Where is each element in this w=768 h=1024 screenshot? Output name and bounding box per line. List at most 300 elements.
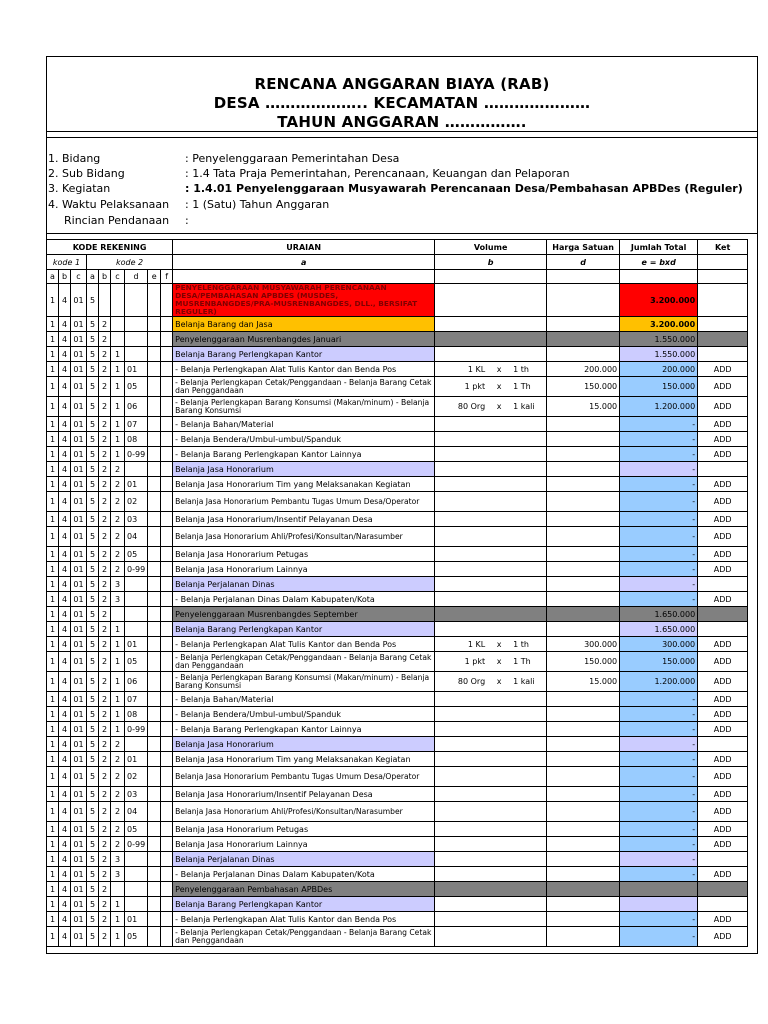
kode-cell (148, 432, 161, 447)
kode-cell (125, 882, 148, 897)
harga-cell (547, 347, 620, 362)
kode-cell: 5 (87, 547, 99, 562)
harga-cell (547, 622, 620, 637)
kode-cell: 5 (87, 822, 99, 837)
kode-cell (148, 512, 161, 527)
kode-cell: 2 (99, 462, 111, 477)
kode-cell: 4 (59, 802, 71, 822)
kode-cell: 4 (59, 607, 71, 622)
kode-cell: 1 (47, 432, 59, 447)
jumlah-cell: - (620, 462, 698, 477)
kode-cell (148, 927, 161, 947)
kode-cell (161, 637, 173, 652)
volume-cell (435, 462, 547, 477)
kode-cell: 2 (99, 547, 111, 562)
kode-cell (161, 737, 173, 752)
table-row (47, 462, 748, 477)
table-row (47, 852, 748, 867)
kode-cell: 05 (125, 377, 148, 397)
kode-cell: 2 (99, 577, 111, 592)
kode-cell: 5 (87, 737, 99, 752)
kode-cell: 1 (111, 722, 125, 737)
kode-cell (148, 462, 161, 477)
header-jumlah-total: Jumlah Total (620, 240, 698, 255)
ket-cell (698, 284, 748, 317)
volume-cell (435, 707, 547, 722)
kode-cell: 2 (99, 852, 111, 867)
jumlah-cell: 1.650.000 (620, 607, 698, 622)
ket-cell (698, 317, 748, 332)
uraian-cell: - Belanja Perlengkapan Cetak/Penggandaan - Belanja Barang Cetak dan Penggandaan (173, 652, 435, 672)
kode-cell: 2 (111, 767, 125, 787)
table-row (47, 867, 748, 882)
kode-cell: 01 (71, 592, 87, 607)
uraian-cell: - Belanja Perlengkapan Alat Tulis Kantor dan Benda Pos (173, 912, 435, 927)
kode-cell: 0-99 (125, 837, 148, 852)
ket-cell: ADD (698, 492, 748, 512)
kode-cell: 2 (99, 927, 111, 947)
kode-cell: 2 (111, 492, 125, 512)
jumlah-cell (620, 897, 698, 912)
kode-cell: 05 (125, 927, 148, 947)
kode-cell (161, 707, 173, 722)
kode-cell: 1 (47, 652, 59, 672)
kode-cell: 4 (59, 852, 71, 867)
table-row (47, 802, 748, 822)
ket-cell: ADD (698, 527, 748, 547)
jumlah-cell: - (620, 692, 698, 707)
uraian-cell: - Belanja Barang Perlengkapan Kantor Lainnya (173, 722, 435, 737)
jumlah-cell: 3.200.000 (620, 317, 698, 332)
jumlah-cell: - (620, 822, 698, 837)
kode-cell: 01 (71, 577, 87, 592)
kode-cell (148, 397, 161, 417)
kode-cell: 2 (111, 527, 125, 547)
volume-cell (435, 637, 547, 652)
kode-cell: 2 (99, 722, 111, 737)
table-row (47, 752, 748, 767)
kode-cell: 3 (111, 852, 125, 867)
uraian-cell: - Belanja Perlengkapan Barang Konsumsi (Makan/minum) - Belanja Barang Konsumsi (173, 397, 435, 417)
volume-unit: 1 th (513, 639, 529, 649)
volume-cell (435, 362, 547, 377)
kode-cell (161, 837, 173, 852)
ket-cell (698, 737, 748, 752)
kode-cell: 5 (87, 852, 99, 867)
kode-cell: 4 (59, 897, 71, 912)
kode-cell: 01 (71, 867, 87, 882)
table-row (47, 562, 748, 577)
kode-cell: 1 (111, 447, 125, 462)
ket-cell: ADD (698, 707, 748, 722)
jumlah-cell: 3.200.000 (620, 284, 698, 317)
kode-cell (148, 547, 161, 562)
volume-cell (435, 592, 547, 607)
ket-cell: ADD (698, 592, 748, 607)
ket-cell: ADD (698, 652, 748, 672)
kode-cell: 5 (87, 562, 99, 577)
kode-cell (125, 897, 148, 912)
kode-cell: 01 (71, 927, 87, 947)
kode-cell: 4 (59, 882, 71, 897)
kode-cell: 4 (59, 447, 71, 462)
kode-cell: 2 (99, 802, 111, 822)
kode-cell: 1 (111, 347, 125, 362)
ket-cell: ADD (698, 562, 748, 577)
kode-cell: 1 (111, 897, 125, 912)
uraian-cell: Belanja Jasa Honorarium Tim yang Melaksanakan Kegiatan (173, 477, 435, 492)
kode-cell: 2 (99, 707, 111, 722)
kode-cell: 5 (87, 432, 99, 447)
kode-cell: 4 (59, 767, 71, 787)
jumlah-cell: - (620, 432, 698, 447)
volume-qty: 1 pkt (464, 657, 486, 666)
jumlah-cell: - (620, 867, 698, 882)
volume-cell (435, 672, 547, 692)
kode-cell: 01 (125, 637, 148, 652)
uraian-cell: - Belanja Barang Perlengkapan Kantor Lainnya (173, 447, 435, 462)
volume-times: x (496, 677, 502, 686)
kode-cell: 05 (125, 822, 148, 837)
kode-cell (125, 347, 148, 362)
kode-cell: 2 (99, 397, 111, 417)
harga-cell (547, 332, 620, 347)
jumlah-cell: - (620, 852, 698, 867)
kode-cell (148, 737, 161, 752)
uraian-cell: Belanja Perjalanan Dinas (173, 577, 435, 592)
kode-cell: 5 (87, 622, 99, 637)
harga-cell (547, 767, 620, 787)
kode-cell: 01 (71, 652, 87, 672)
harga-cell (547, 592, 620, 607)
kode-cell (125, 607, 148, 622)
kode-cell: 1 (111, 672, 125, 692)
table-row (47, 927, 748, 947)
kode-cell: 1 (111, 622, 125, 637)
volume-cell (435, 622, 547, 637)
ket-cell: ADD (698, 927, 748, 947)
kode-cell: 1 (47, 417, 59, 432)
kode-cell: 2 (99, 317, 111, 332)
kode-cell: 1 (47, 512, 59, 527)
kode-cell: 01 (71, 692, 87, 707)
kode-cell (161, 547, 173, 562)
kode-cell: 1 (111, 652, 125, 672)
kode-cell: 2 (111, 787, 125, 802)
kode-cell: 0-99 (125, 722, 148, 737)
kode-cell: 2 (99, 767, 111, 787)
ket-cell: ADD (698, 547, 748, 562)
ket-cell: ADD (698, 837, 748, 852)
kode-cell (161, 622, 173, 637)
uraian-cell: PENYELENGGARAAN MUSYAWARAH PERENCANAAN DESA/PEMBAHASAN APBDES (MUSDES, MUSRENBANGDES/PRA-MUSRENBANGDES, DLL., BERSIFAT REGULER) (173, 284, 435, 317)
kode-cell: 5 (87, 317, 99, 332)
kode-cell: 5 (87, 397, 99, 417)
volume-unit: 1 Th (513, 657, 531, 666)
kode-cell: 1 (47, 562, 59, 577)
harga-cell (547, 284, 620, 317)
kode-cell (148, 332, 161, 347)
volume-cell (435, 512, 547, 527)
uraian-cell: Belanja Perjalanan Dinas (173, 852, 435, 867)
kode-cell (148, 852, 161, 867)
volume-cell (435, 852, 547, 867)
volume-times: x (496, 382, 502, 391)
volume-cell (435, 432, 547, 447)
kode-cell: 2 (111, 462, 125, 477)
ket-cell: ADD (698, 867, 748, 882)
ket-cell: ADD (698, 912, 748, 927)
kode-cell: 4 (59, 332, 71, 347)
kode-cell (161, 767, 173, 787)
kode-cell: 5 (87, 527, 99, 547)
kode-cell: 2 (99, 432, 111, 447)
kode-cell: 4 (59, 787, 71, 802)
uraian-cell: Belanja Jasa Honorarium/Insentif Pelayanan Desa (173, 787, 435, 802)
kode-cell: 1 (47, 737, 59, 752)
kode-cell: 1 (111, 432, 125, 447)
kode-cell: 5 (87, 362, 99, 377)
ket-cell (698, 577, 748, 592)
subheader-empty (698, 255, 748, 270)
harga-cell: 200.000 (547, 362, 620, 377)
kode-cell: 1 (111, 707, 125, 722)
kode-cell: 1 (47, 332, 59, 347)
kode-cell (111, 332, 125, 347)
kode-cell: 0-99 (125, 447, 148, 462)
kode-cell: 2 (99, 527, 111, 547)
jumlah-cell: - (620, 527, 698, 547)
uraian-cell: Belanja Jasa Honorarium Pembantu Tugas Umum Desa/Operator (173, 492, 435, 512)
harga-cell (547, 897, 620, 912)
harga-cell (547, 477, 620, 492)
kode-cell (125, 592, 148, 607)
jumlah-cell: - (620, 707, 698, 722)
kode-cell: 1 (47, 837, 59, 852)
jumlah-cell: - (620, 592, 698, 607)
ket-cell: ADD (698, 722, 748, 737)
kode-cell: 1 (47, 867, 59, 882)
kode-cell (148, 802, 161, 822)
jumlah-cell: 1.650.000 (620, 622, 698, 637)
volume-cell (435, 562, 547, 577)
jumlah-cell: - (620, 927, 698, 947)
kode-cell: 1 (47, 882, 59, 897)
kode-cell (161, 722, 173, 737)
kode-cell: 4 (59, 317, 71, 332)
kode-cell: 01 (71, 462, 87, 477)
kode-cell: 08 (125, 432, 148, 447)
kode-cell (125, 867, 148, 882)
kode-cell (125, 622, 148, 637)
kode-cell: 01 (71, 492, 87, 512)
kode-cell (161, 447, 173, 462)
kode-cell: 2 (99, 912, 111, 927)
uraian-cell: Belanja Jasa Honorarium Petugas (173, 822, 435, 837)
kode-cell: 3 (111, 592, 125, 607)
ket-cell: ADD (698, 447, 748, 462)
header-ket: Ket (698, 240, 748, 255)
kode-cell: 2 (99, 562, 111, 577)
uraian-cell: - Belanja Bendera/Umbul-umbul/Spanduk (173, 707, 435, 722)
subheader-kode1: kode 1 (47, 255, 87, 270)
kode-cell: 4 (59, 547, 71, 562)
table-row (47, 417, 748, 432)
jumlah-cell: - (620, 477, 698, 492)
kode-cell: 01 (71, 362, 87, 377)
kode-cell (148, 787, 161, 802)
ket-cell: ADD (698, 752, 748, 767)
kode-cell (161, 822, 173, 837)
volume-cell (435, 317, 547, 332)
kode-cell (125, 852, 148, 867)
table-row (47, 512, 748, 527)
kode-cell (148, 672, 161, 692)
kode-cell: 01 (71, 527, 87, 547)
volume-cell (435, 822, 547, 837)
kode-cell: 1 (47, 787, 59, 802)
kode-cell (125, 284, 148, 317)
kode-cell: 01 (125, 477, 148, 492)
jumlah-cell: 1.550.000 (620, 332, 698, 347)
harga-cell (547, 512, 620, 527)
kode-cell (148, 707, 161, 722)
kode-cell (161, 672, 173, 692)
kode-cell: 4 (59, 417, 71, 432)
kode-cell (161, 362, 173, 377)
kode-cell: 5 (87, 417, 99, 432)
kode-cell (111, 317, 125, 332)
kode-cell: 0-99 (125, 562, 148, 577)
kode-cell: 5 (87, 577, 99, 592)
kode-cell: 1 (111, 362, 125, 377)
uraian-cell: Belanja Barang dan Jasa (173, 317, 435, 332)
kode-cell: 1 (47, 462, 59, 477)
kode-cell (111, 882, 125, 897)
kode-cell (161, 867, 173, 882)
kode-cell: 5 (87, 462, 99, 477)
kode-cell: 4 (59, 562, 71, 577)
volume-cell (435, 652, 547, 672)
kode-cell (161, 462, 173, 477)
jumlah-cell: 1.550.000 (620, 347, 698, 362)
table-row (47, 527, 748, 547)
volume-cell (435, 802, 547, 822)
table-row (47, 477, 748, 492)
volume-unit: 1 kali (513, 677, 535, 686)
harga-cell: 15.000 (547, 397, 620, 417)
kode-cell (161, 852, 173, 867)
harga-cell (547, 562, 620, 577)
kode-cell: 1 (47, 492, 59, 512)
table-row (47, 332, 748, 347)
jumlah-cell: - (620, 737, 698, 752)
kode-cell: 1 (47, 477, 59, 492)
kode-cell (148, 347, 161, 362)
kode-cell: 5 (87, 607, 99, 622)
kode-cell: 1 (47, 317, 59, 332)
harga-cell (547, 607, 620, 622)
table-row (47, 767, 748, 787)
kode-cell: 1 (111, 692, 125, 707)
kode-cell: 5 (87, 752, 99, 767)
kode-cell: 2 (111, 477, 125, 492)
kode-cell (148, 897, 161, 912)
kode-cell: 5 (87, 787, 99, 802)
kode-cell: 1 (47, 527, 59, 547)
kode-cell: 1 (47, 722, 59, 737)
kode-cell: 01 (71, 852, 87, 867)
kode-cell: 2 (99, 622, 111, 637)
jumlah-cell: - (620, 787, 698, 802)
volume-cell (435, 397, 547, 417)
kode-cell: 3 (111, 867, 125, 882)
uraian-cell: Belanja Barang Perlengkapan Kantor (173, 622, 435, 637)
volume-cell (435, 492, 547, 512)
kode-cell: 4 (59, 707, 71, 722)
ket-cell: ADD (698, 512, 748, 527)
kode-cell: 4 (59, 477, 71, 492)
table-row (47, 652, 748, 672)
kode-cell: 01 (71, 882, 87, 897)
kode-cell: 5 (87, 592, 99, 607)
kode-cell: 01 (71, 562, 87, 577)
table-row (47, 837, 748, 852)
ket-cell: ADD (698, 432, 748, 447)
harga-cell (547, 722, 620, 737)
letter-cell: a (87, 270, 99, 284)
kode-cell: 1 (47, 377, 59, 397)
harga-cell (547, 692, 620, 707)
kode-cell (148, 652, 161, 672)
kode-cell: 2 (111, 547, 125, 562)
kode-cell: 1 (47, 607, 59, 622)
kode-cell: 2 (99, 512, 111, 527)
kode-cell: 01 (71, 897, 87, 912)
header-kode-rekening: KODE REKENING (47, 240, 173, 255)
kode-cell (148, 637, 161, 652)
letter-cell: c (71, 270, 87, 284)
kode-cell (161, 347, 173, 362)
kode-cell: 2 (99, 607, 111, 622)
kode-cell: 01 (71, 547, 87, 562)
kode-cell: 04 (125, 802, 148, 822)
kode-cell: 4 (59, 527, 71, 547)
kode-cell: 2 (99, 492, 111, 512)
letter-cell: b (59, 270, 71, 284)
harga-cell (547, 547, 620, 562)
volume-cell (435, 912, 547, 927)
kode-cell: 5 (87, 802, 99, 822)
info-divider (46, 233, 758, 234)
kode-cell: 4 (59, 672, 71, 692)
volume-cell (435, 752, 547, 767)
table-row (47, 492, 748, 512)
uraian-cell: Penyelenggaraan Musrenbangdes September (173, 607, 435, 622)
subheader-e: e = bxd (620, 255, 698, 270)
volume-cell (435, 417, 547, 432)
kode-cell: 07 (125, 692, 148, 707)
kode-cell: 5 (87, 347, 99, 362)
harga-cell (547, 737, 620, 752)
kode-cell: 1 (47, 284, 59, 317)
kode-cell (148, 447, 161, 462)
kode-cell: 5 (87, 512, 99, 527)
volume-times: x (496, 364, 502, 374)
ket-cell: ADD (698, 767, 748, 787)
kode-cell: 01 (71, 377, 87, 397)
kode-cell: 1 (47, 577, 59, 592)
